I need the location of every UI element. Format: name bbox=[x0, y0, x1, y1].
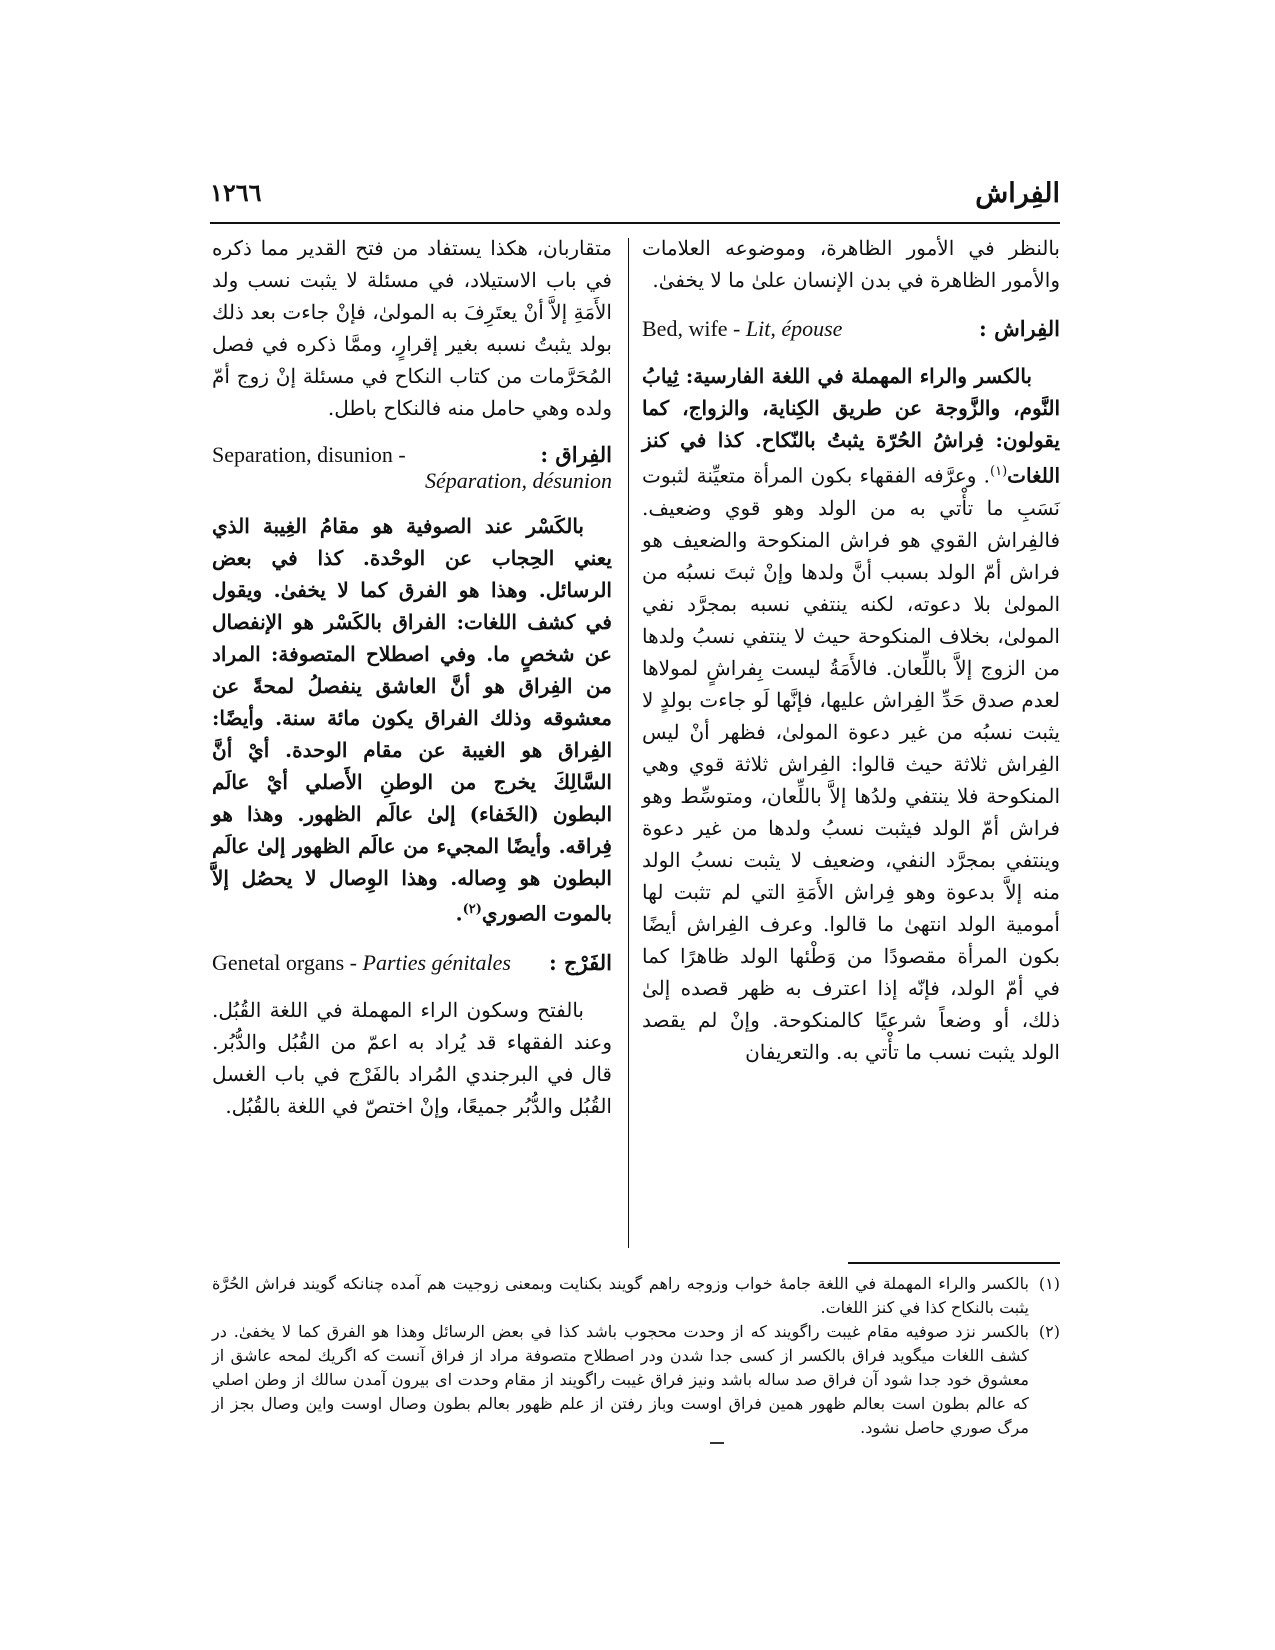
entry-french: Lit, épouse bbox=[745, 316, 843, 341]
right-column bbox=[642, 232, 1060, 1068]
footnote-ref: (٢) bbox=[462, 902, 482, 917]
entry-heading-firaq bbox=[212, 442, 612, 494]
entry-term: الفِراق : bbox=[540, 442, 612, 467]
footnote-ref: (١) bbox=[990, 464, 1008, 479]
entry-definition-bold: بالكَسْر عند الصوفية هو مقامُ الغِيبة الذي يعني الحِجاب عن الوحْدة. كذا في بعض الرسائل. وهذا هو الفرق كما لا يخفىٰ. ويقول في كشف اللغات: الفراق بالكَسْر هو الإنفصال عن شخصٍ ما. وفي اصطلاح المتصوفة: المراد من الفِراق هو أنَّ العاشق ينفصلُ لمحةً عن معشوقه وذلك الفراق يكون مائة سنة. وأيضًا: الفِراق هو الغيبة عن مقام الوحدة. أيْ أنَّ السَّالِكَ يخرج من الوطنِ الأَصلي أيْ عالَم البطون (الخَفاء) إلىٰ عالَم الظهور. وهذا هو فِراقه. وأيضًا المجيء من عالَم الظهور إلىٰ عالَم البطون هو وِصاله. وهذا الوِصال لا يحصُل إلاَّ بالموت الصوري bbox=[212, 514, 612, 926]
paragraph-continuation: متقاربان، هكذا يستفاد من فتح القدير مما ذكره في باب الاستيلاد، في مسئلة لا يثبت نسب ولد الأَمَةِ إلاَّ أنْ يعتَرِفَ به المولىٰ، فإنْ جاءت بعد ذلك بولد يثبتُ نسبه بغير إقرارٍ، وممَّا ذكره في فصل المُحَرَّمات من كتاب النكاح في مسئلة إنْ زوج أمّ ولده وهي حامل منه فالنكاح باطل. bbox=[212, 236, 612, 420]
entry-body-firash bbox=[642, 360, 1060, 1068]
footnote-rule bbox=[848, 1262, 1060, 1264]
entry-english: Separation, disunion - bbox=[212, 442, 406, 467]
footnote-number: (١) bbox=[1038, 1274, 1060, 1293]
running-headword: الفِراش bbox=[975, 178, 1060, 209]
footnotes bbox=[212, 1272, 1060, 1440]
entry-english: Bed, wife - bbox=[642, 316, 746, 341]
entry-term: الفَرْج : bbox=[548, 949, 612, 975]
entry-definition-bold: بالكسر والراء المهملة في اللغة الفارسية: ثِيابُ النَّوم، والزَّوجة عن طريق الكِناية، والزواج، كما يقولون: فِراشُ الحُرّة يثبتُ بالنّكاح. كذا في كنز اللغات bbox=[642, 364, 1060, 488]
page-bottom-mark bbox=[710, 1442, 724, 1444]
paragraph-continuation: بالنظر في الأمور الظاهرة، وموضوعه العلامات والأمور الظاهرة في بدن الإنسان علىٰ ما لا يخفىٰ. bbox=[642, 236, 1060, 292]
entry-body-farj: بالفتح وسكون الراء المهملة في اللغة القُبُل. وعند الفقهاء قد يُراد به اعمّ من القُبُل والدُّبُر. قال في البرجندي المُراد بالفَرْج في باب الغسل القُبُل والدُّبُر جميعًا، وإنْ اختصّ في اللغة بالقُبُل. bbox=[212, 997, 612, 1118]
entry-heading-farj bbox=[212, 950, 612, 976]
entry-definition: . وعرَّفه الفقهاء بكون المرأة متعيِّنة لثبوت نَسَبِ ما تأْتي به من الولد وهو قوي وضعيف. فالفِراش القوي هو فراش المنكوحة والضعيف هو فراش أمّ الولد بسبب أنَّ ولدها وإنْ ثبتَ نسبُه من المولىٰ بلا دعوته، لكنه ينتفي نسبه بمجرَّد نفي المولىٰ، بخلاف المنكوحة حيث لا ينتفي نسبُ ولدها من الزوج إلاَّ باللِّعان. فالأَمَةُ ليست بِفراشٍ لمولاها لعدم صدق حَدِّ الفِراش عليها، فإنَّها لَو جاءت بولدٍ لا يثبت نسبُه من غير دعوة المولىٰ، فظهر أنْ ليس الفِراش ثلاثة حيث قالوا: الفِراش ثلاثة قوي وهي المنكوحة فلا ينتفي ولدُها إلاَّ باللِّعان، ومتوسِّط وهو فراش أمّ الولد فيثبت نسبُ ولدها من غير دعوة وينتفي بمجرَّد النفي، وضعيف لا يثبت نسبُ الولد منه إلاَّ بدعوة وهو فِراش الأَمَةِ التي لم تثبت لها أمومية الولد انتهىٰ ما قالوا. وعرف الفِراش أيضًا بكون المرأة مقصودًا من وَطْئها الولد ظاهرًا كما في أمّ الولد، فإنّه إذا اعترف به ظهر قصده إلىٰ ذلك، أو وضعاً شرعيًا كالمنكوحة. وإنْ لم يقصد الولد يثبت نسب ما تأْتي به. والتعريفان bbox=[642, 463, 1060, 1064]
header-rule bbox=[210, 222, 1060, 224]
footnote-text: بالكسر نزد صوفيه مقام غيبت راگويند كه از وحدت محجوب باشد كذا في بعض الرسائل وهذا هو الفرق كما لا يخفىٰ. در كشف اللغات ميگويد فراق بالكسر از كسى جدا شدن ودر اصطلاح متصوفة مراد از فراق آنست كه اگريك لمحه عاشق از معشوق خود جدا شود آن فراق صد ساله باشد ونيز فراق غيبت راگويند از مقام وحدت اى بيرون آمدن سالك از وطن اصلي كه عالم بطون است بعالم ظهور همين فراق اوست وباز رفتن از علم ظهور بعالم بطون وصال اوست واين وصال بجز از مرگ صوري حاصل نشود. bbox=[212, 1322, 1029, 1437]
entry-heading-firash bbox=[642, 316, 1060, 342]
entry-translation bbox=[212, 950, 511, 976]
footnote-text: بالكسر والراء المهملة في اللغة جامهٔ خواب وزوجه راهم گويند بكنايت وبمعنى زوجيت هم آمده چنانكه گويند فراش الحُرَّة يثبت بالنكاح كذا في كنز اللغات. bbox=[212, 1274, 1029, 1317]
entry-english: Genetal organs - bbox=[212, 949, 363, 975]
entry-french: Parties génitales bbox=[362, 949, 511, 975]
page-header bbox=[210, 178, 1060, 218]
footnote-1 bbox=[212, 1272, 1060, 1320]
entry-body-firaq: بالكَسْر عند الصوفية هو مقامُ الغِيبة الذي يعني الحِجاب عن الوحْدة. كذا في بعض الرسائل. وهذا هو الفرق كما لا يخفىٰ. ويقول في كشف اللغات: الفراق بالكَسْر هو الإنفصال عن شخصٍ ما. وفي اصطلاح المتصوفة: المراد من الفِراق هو أنَّ العاشق ينفصلُ لمحةً عن معشوقه وذلك الفراق يكون مائة سنة. وأيضًا: الفِراق هو الغيبة عن مقام الوحدة. أيْ أنَّ السَّالِكَ يخرج من الوطنِ الأَصلي أيْ عالَم البطون (الخَفاء) إلىٰ عالَم الظهور. وهذا هو فِراقه. وأيضًا المجيء من عالَم الظهور إلىٰ عالَم البطون هو وِصاله. وهذا الوِصال لا يحصُل إلاَّ بالموت الصوري$^{(٢)}$. bbox=[212, 514, 612, 926]
left-column bbox=[212, 232, 612, 1122]
footnote-2 bbox=[212, 1320, 1060, 1440]
footnote-number: (٢) bbox=[1038, 1322, 1060, 1341]
entry-translation bbox=[642, 316, 842, 342]
entry-french: Séparation, désunion bbox=[425, 468, 612, 493]
page-number: ١٢٦٦ bbox=[210, 178, 262, 207]
entry-term: الفِراش : bbox=[979, 316, 1060, 341]
column-divider bbox=[628, 238, 629, 1248]
